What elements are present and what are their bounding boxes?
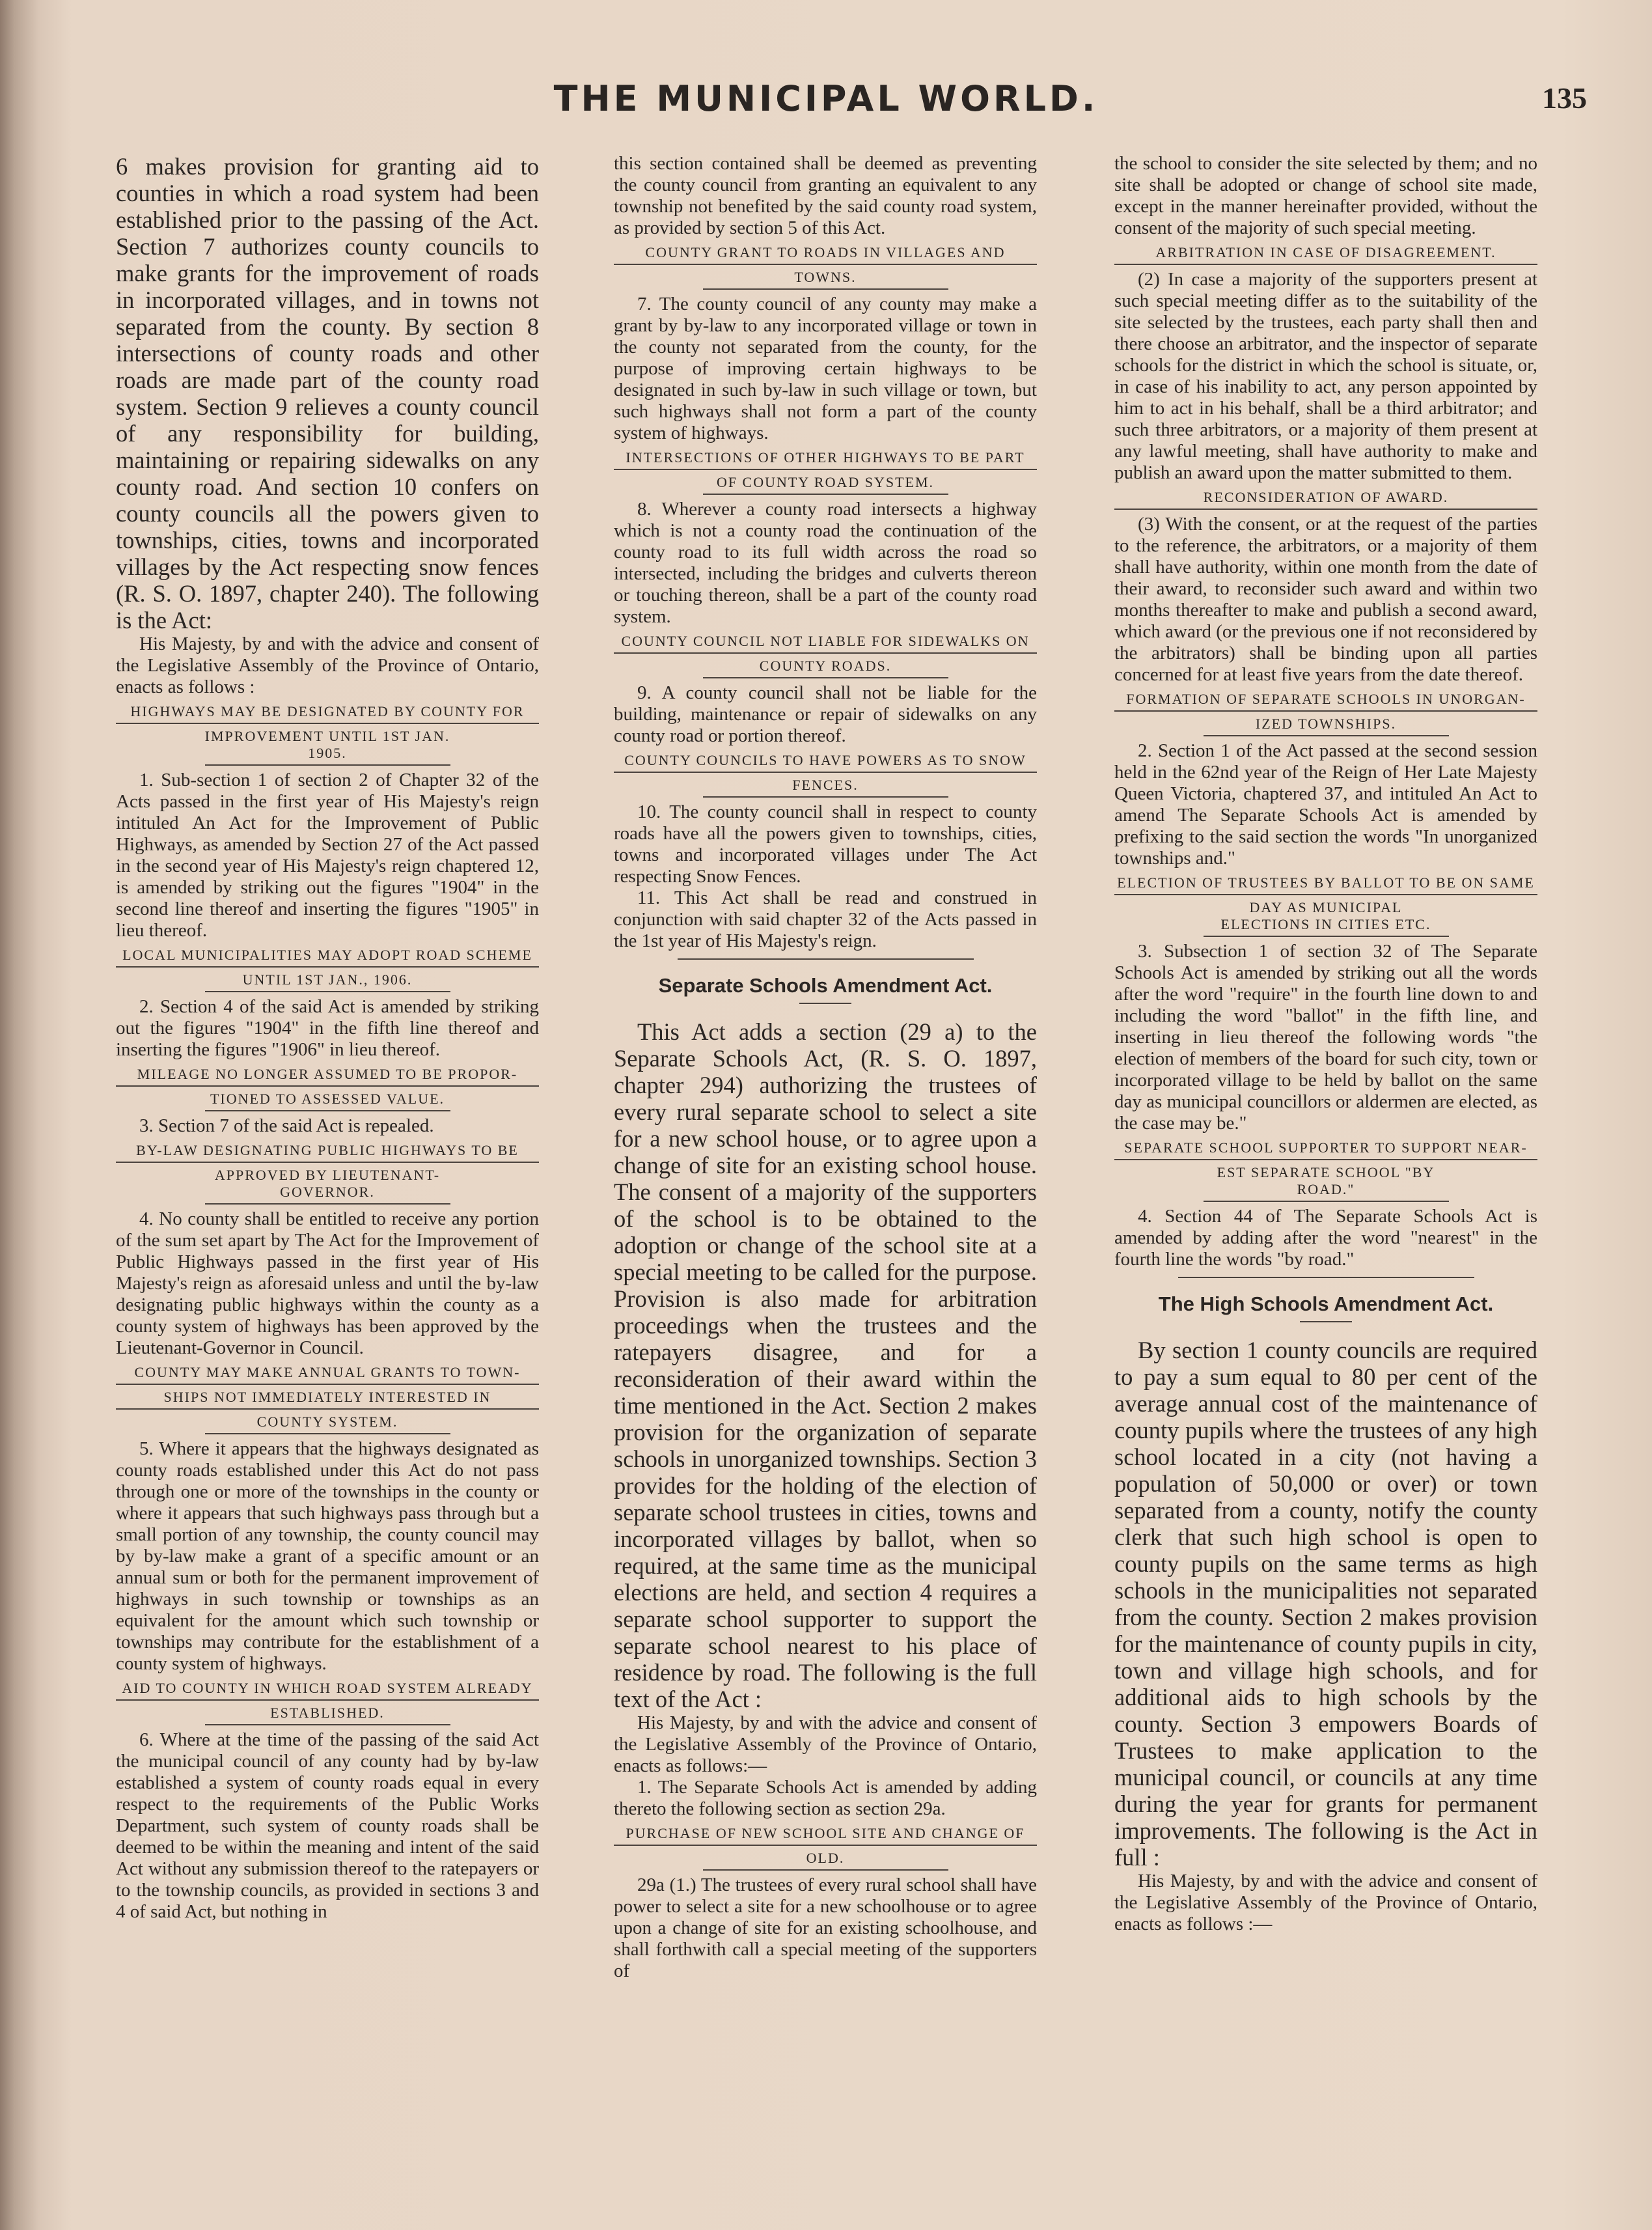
section-text: 1. Sub-section 1 of section 2 of Chapter 32 of the Acts passed in the first year of His Majesty's reign intituled An Act for the Improvement of Public Highways, as amended by Section 27 of the Act passed in the second year of His Majesty's reign chaptered 12, is amended by striking out the figures "1904" in the second line thereof and inserting the figures "1905" in lieu thereof. <box>116 770 539 941</box>
section-heading: RECONSIDERATION OF AWARD. <box>1114 489 1537 510</box>
section-heading: ELECTION OF TRUSTEES BY BALLOT TO BE ON SAME DAY AS MUNICIPAL ELECTIONS IN CITIES ETC. <box>1114 874 1537 937</box>
section-text: 11. This Act shall be read and construed in conjunction with said chapter 32 of the Acts passed in the 1st year of His Majesty's reign. <box>614 887 1037 951</box>
section-heading: HIGHWAYS MAY BE DESIGNATED BY COUNTY FOR IMPROVEMENT UNTIL 1ST JAN. 1905. <box>116 703 539 766</box>
section-heading: COUNTY MAY MAKE ANNUAL GRANTS TO TOWN- SHIPS NOT IMMEDIATELY INTERESTED IN COUNTY SYSTEM. <box>116 1364 539 1434</box>
article-title: The High Schools Amendment Act. <box>1158 1292 1494 1315</box>
section-heading: FORMATION OF SEPARATE SCHOOLS IN UNORGAN- IZED TOWNSHIPS. <box>1114 691 1537 736</box>
section-text: 3. Subsection 1 of section 32 of The Separate Schools Act is amended by striking out all the words after the word "require" in the fourth line down to and including the word "ballot" in the fifth line, and inserting in lieu thereof the following words "the election of members of the board for such city, town or incorporated village to be held by ballot on the same day as municipal councillors or aldermen are elected, as the case may be." <box>1114 941 1537 1134</box>
article-title: Separate Schools Amendment Act. <box>658 974 993 997</box>
column-2 <box>614 153 1037 2178</box>
section-heading: COUNTY COUNCILS TO HAVE POWERS AS TO SNOW FENCES. <box>614 752 1037 798</box>
paragraph: This Act adds a section (29 a) to the Separate Schools Act, (R. S. O. 1897, chapter 294) authorizing the trustees of every rural separate school to select a site for a new school house, or to agree upon a change of site for an existing school house. The consent of a majority of the supporters of the school is to be obtained to the adoption or change of the school site at a special meeting to be called for the purpose. Provision is also made for arbitration proceedings when the trustees and the ratepayers disagree, and for a reconsideration of their award within the time mentioned in the Act. Section 2 makes provision for the organization of separate schools in unorganized townships. Section 3 provides for the holding of the election of separate school trustees in cities, towns and incorporated villages by ballot, when so required, at the same time as the municipal elections are held, and section 4 requires a separate school supporter to support the separate school nearest to his place of residence by road. The following is the full text of the Act : <box>614 1018 1037 1712</box>
divider <box>799 1003 851 1004</box>
section-text: 6. Where at the time of the passing of the said Act the municipal council of any county had by by-law established a system of county roads equal in every respect to the requirements of the Public Works Department, such system of county roads shall be deemed to be within the meaning and intent of the said Act without any submission thereof to the ratepayers or to the township councils, as provided in sections 3 and 4 of said Act, but nothing in <box>116 1729 539 1922</box>
section-text: 4. Section 44 of The Separate Schools Act is amended by adding after the word "nearest" in the fourth line the words "by road." <box>1114 1206 1537 1270</box>
section-heading: COUNTY COUNCIL NOT LIABLE FOR SIDEWALKS ON COUNTY ROADS. <box>614 633 1037 678</box>
section-text: (3) With the consent, or at the request of the parties to the reference, the arbitrators, or a majority of them shall have authority, within one month from the date of their award, to reconsider such award and within two months thereafter to make and publish a second award, which award (or the previous one if not reconsidered by the arbitrators) shall be binding upon all parties concerned for at least five years from the date thereof. <box>1114 514 1537 685</box>
column-3 <box>1114 153 1537 2178</box>
section-text: (2) In case a majority of the supporters present at such special meeting differ as to the suitability of the site selected by the trustees, each party shall then and there choose an arbitrator, and the inspector of separate schools for the district in which the school is situate, or, in case of his inability to act, any person appointed by him to act in his behalf, shall be a third arbitrator; and such three arbitrators, or a majority of them present at any lawful meeting, shall have authority to make and publish an award upon the matter submitted to them. <box>1114 269 1537 483</box>
section-text: 7. The county council of any county may make a grant by by-law to any incorporated village or town in the county not separated from the county, for the purpose of improving certain highways to be designated in such by-law in such village or town, but such highways shall not form a part of the county system of highways. <box>614 294 1037 443</box>
section-heading: INTERSECTIONS OF OTHER HIGHWAYS TO BE PART OF COUNTY ROAD SYSTEM. <box>614 449 1037 495</box>
divider <box>1178 1277 1474 1278</box>
section-text: 1. The Separate Schools Act is amended by adding thereto the following section as section 29a. <box>614 1777 1037 1819</box>
section-text: 4. No county shall be entitled to receive any portion of the sum set apart by The Act for the Improvement of Public Highways passed in the first year of His Majesty's reign as aforesaid unless and until the by-law designating public highways within the county as a county system of highways has been approved by the Lieutenant-Governor in Council. <box>116 1208 539 1358</box>
section-heading: LOCAL MUNICIPALITIES MAY ADOPT ROAD SCHEME UNTIL 1ST JAN., 1906. <box>116 947 539 992</box>
section-text: 10. The county council shall in respect to county roads have all the powers given to townships, cities, towns and incorporated villages under The Act respecting Snow Fences. <box>614 801 1037 887</box>
section-text: 3. Section 7 of the said Act is repealed. <box>139 1115 434 1136</box>
page-number: 135 <box>1542 81 1587 115</box>
divider <box>1300 1321 1352 1322</box>
section-text: 8. Wherever a county road intersects a highway which is not a county road the continuation of the county road to its full width across the road so intersected, including the bridges and culverts thereon or touching thereon, shall be a part of the county road system. <box>614 499 1037 627</box>
section-text: 2. Section 1 of the Act passed at the second session held in the 62nd year of the Reign of Her Late Majesty Queen Victoria, chaptered 37, and intituled An Act to amend The Separate Schools Act is amended by prefixing to the said section the words "In unorganized townships and." <box>1114 740 1537 869</box>
section-text: 9. A county council shall not be liable for the building, maintenance or repair of sidewalks on any county road or portion thereof. <box>614 682 1037 746</box>
enacting-clause: His Majesty, by and with the advice and consent of the Legislative Assembly of the Province of Ontario, enacts as follows:— <box>614 1712 1037 1776</box>
section-text: 5. Where it appears that the highways designated as county roads established under this Act do not pass through one or more of the townships in the county or where it appears that such highways pass through but a small portion of any township, the county council may by by-law make a grant of a specific amount or an annual sum or both for the permanent improvement of highways in such township or townships as an equivalent for the amount which such township or townships may contribute for the establishment of a county system of highways. <box>116 1438 539 1674</box>
section-heading: PURCHASE OF NEW SCHOOL SITE AND CHANGE OF OLD. <box>614 1825 1037 1871</box>
section-heading: BY-LAW DESIGNATING PUBLIC HIGHWAYS TO BE APPROVED BY LIEUTENANT-GOVERNOR. <box>116 1142 539 1205</box>
section-text: this section contained shall be deemed as preventing the county council from granting an equivalent to any township not benefited by the said county road system, as provided by section 5 of this Act. <box>614 153 1037 238</box>
section-heading: SEPARATE SCHOOL SUPPORTER TO SUPPORT NEAR- EST SEPARATE SCHOOL "BY ROAD." <box>1114 1139 1537 1202</box>
masthead-title: THE MUNICIPAL WORLD. <box>553 78 1099 119</box>
section-text: 2. Section 4 of the said Act is amended by striking out the figures "1904" in the fifth line thereof and inserting the figures "1906" in lieu thereof. <box>116 996 539 1060</box>
column-1 <box>116 153 539 2178</box>
section-heading: COUNTY GRANT TO ROADS IN VILLAGES AND TOWNS. <box>614 244 1037 290</box>
section-heading: MILEAGE NO LONGER ASSUMED TO BE PROPOR- TIONED TO ASSESSED VALUE. <box>116 1066 539 1111</box>
section-heading: ARBITRATION IN CASE OF DISAGREEMENT. <box>1114 244 1537 265</box>
paragraph: By section 1 county councils are required to pay a sum equal to 80 per cent of the average annual cost of the maintenance of county pupils where the trustees of any high school located in a city (not having a population of 50,000 or over) or town separated from a county, notify the county clerk that such high school is open to county pupils on the same terms as high schools in the municipalities not separated from the county. Section 2 makes provision for the maintenance of county pupils in city, town and village high schools, and for additional aids to high schools by the county. Section 3 empowers Boards of Trustees to make application to the municipal council, or councils at any time during the year for grants for permanent improvements. The following is the Act in full : <box>1114 1337 1537 1871</box>
section-text: 29a (1.) The trustees of every rural school shall have power to select a site for a new schoolhouse or to agree upon a change of site for an existing schoolhouse, and shall forthwith call a special meeting of the supporters of <box>614 1875 1037 1981</box>
divider <box>678 958 974 960</box>
section-heading: AID TO COUNTY IN WHICH ROAD SYSTEM ALREADY ESTABLISHED. <box>116 1680 539 1725</box>
enacting-clause: His Majesty, by and with the advice and consent of the Legislative Assembly of the Province of Ontario, enacts as follows : <box>116 634 539 697</box>
section-text: the school to consider the site selected by them; and no site shall be adopted or change of school site made, except in the manner hereinafter provided, without the consent of the majority of such special meeting. <box>1114 153 1537 238</box>
enacting-clause: His Majesty, by and with the advice and consent of the Legislative Assembly of the Province of Ontario, enacts as follows :— <box>1114 1871 1537 1934</box>
paragraph: 6 makes provision for granting aid to counties in which a road system had been established prior to the passing of the Act. Section 7 authorizes county councils to make grants for the improvement of roads in incorporated villages, and in towns not separated from the county. By section 8 intersections of county roads and other roads are made part of the county road system. Section 9 relieves a county council of any responsibility for building, maintaining or repairing sidewalks on any county road. And section 10 confers on county councils all the powers given to townships, cities, towns and incorporated villages by the Act respecting snow fences (R. S. O. 1897, chapter 240). The following is the Act: <box>116 153 539 634</box>
